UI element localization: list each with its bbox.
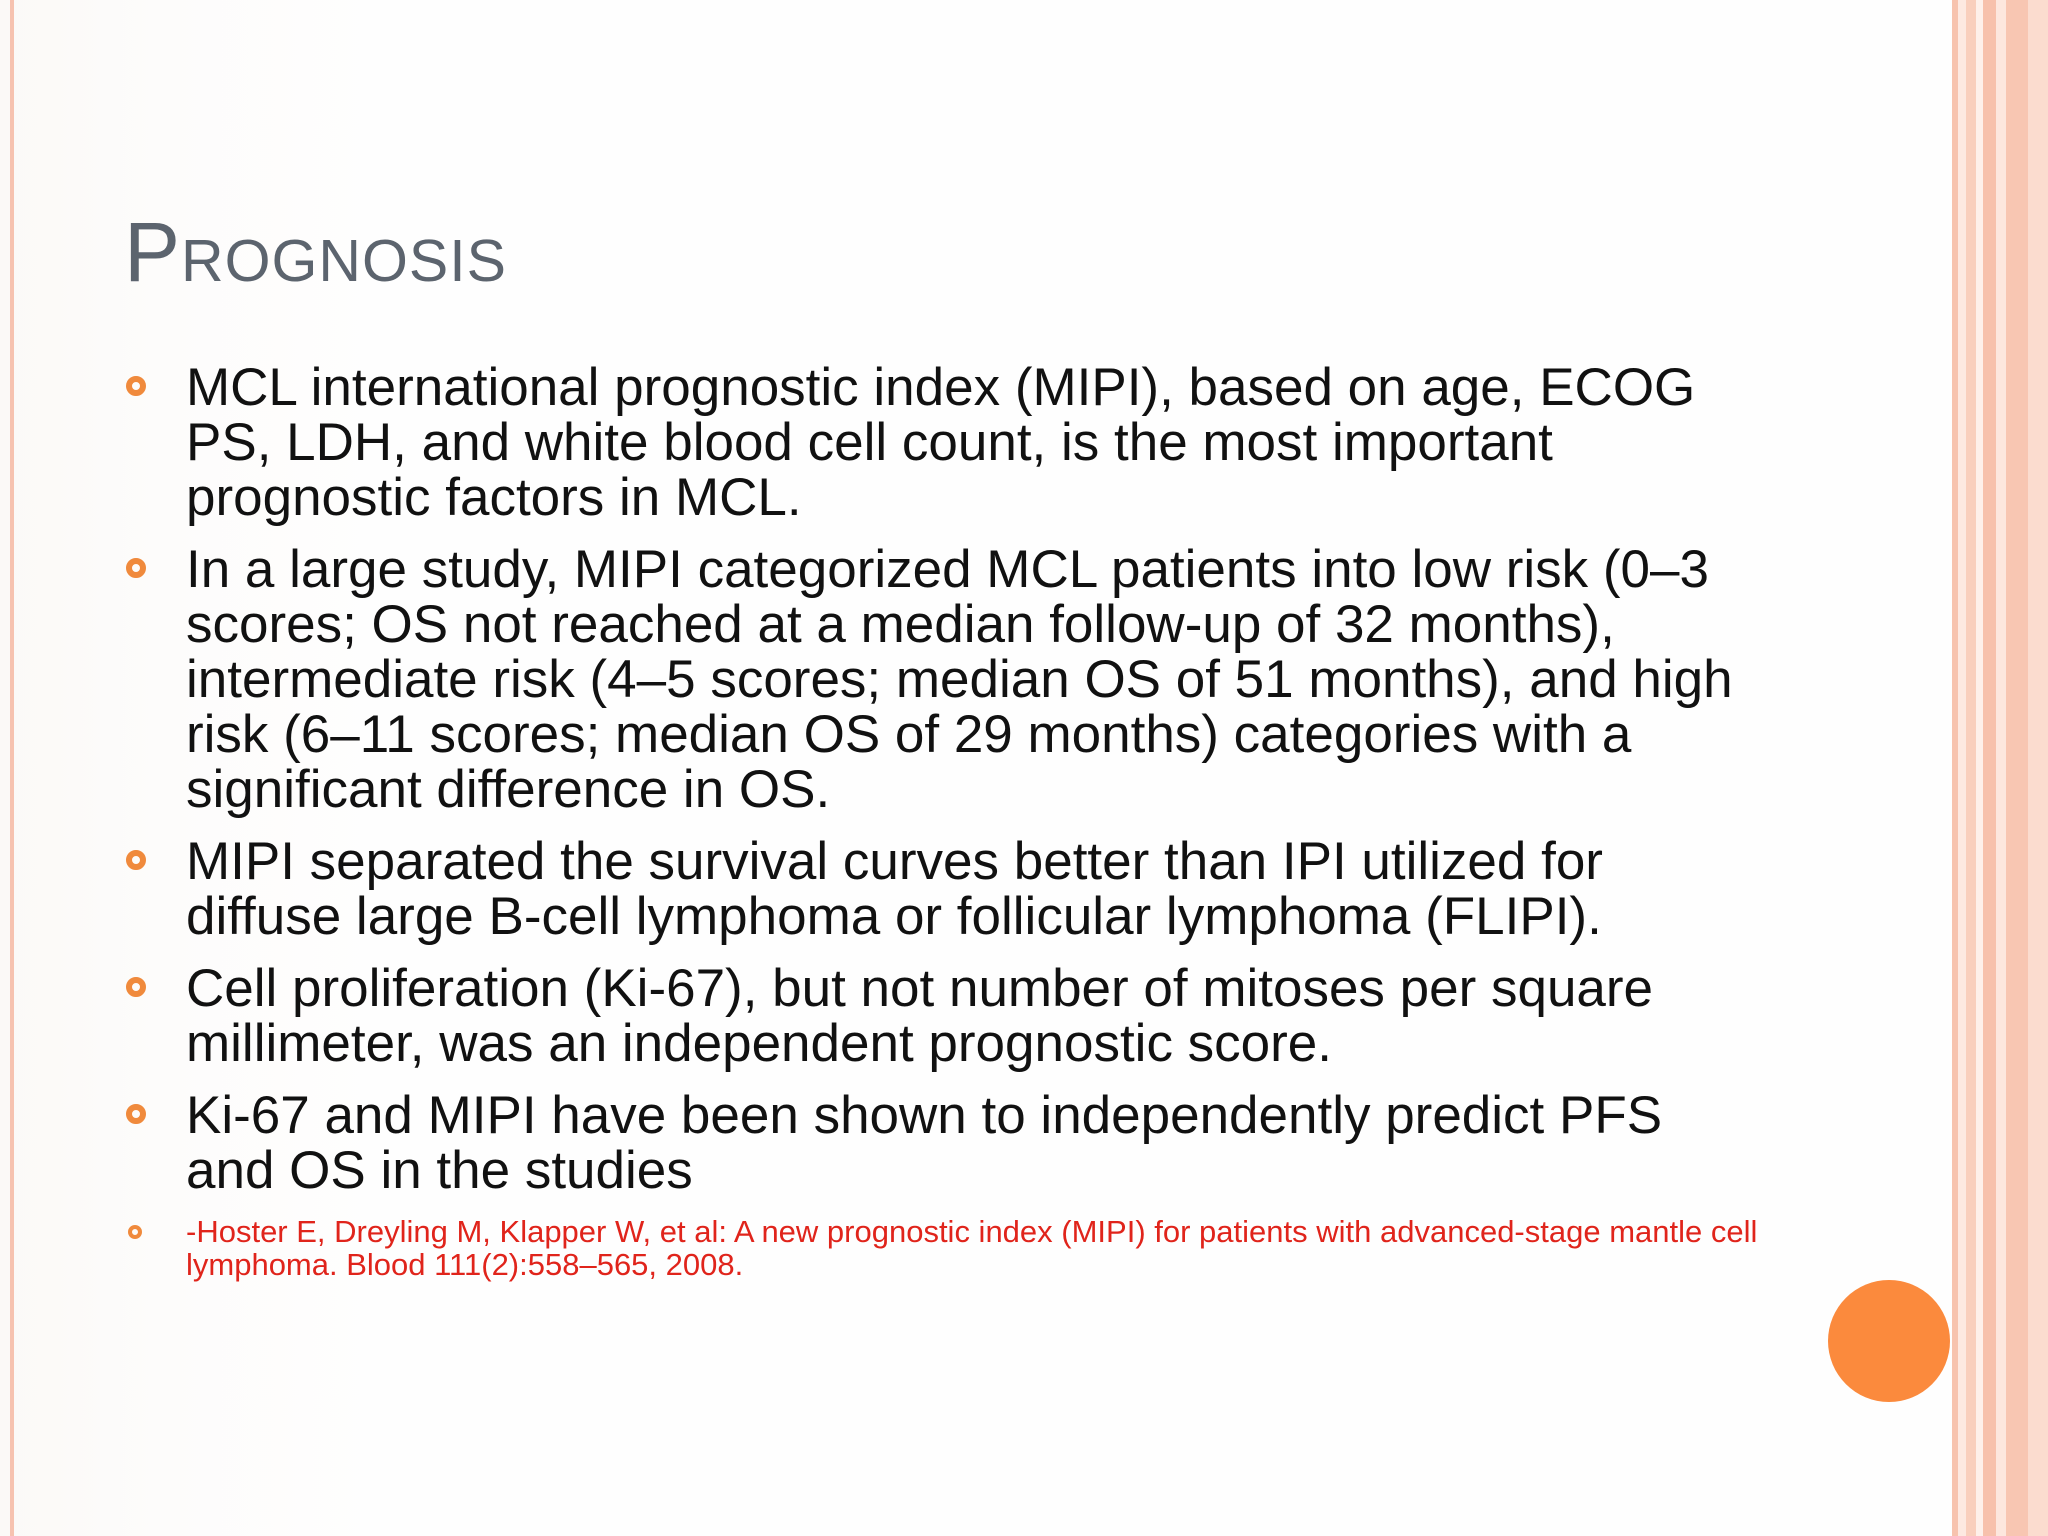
- ring-bullet-icon: [126, 977, 146, 997]
- right-decorative-band: [1983, 0, 1996, 1536]
- reference-text: -Hoster E, Dreyling M, Klapper W, et al: A new prognostic index (MIPI) for patients with advanced-stage mantle cell lymphoma. Blood 111(2):558–565, 2008.: [186, 1214, 1758, 1282]
- right-decorative-band: [2006, 0, 2028, 1536]
- ring-bullet-icon: [126, 376, 146, 396]
- right-decorative-band: [1996, 0, 2006, 1536]
- left-decorative-line: [10, 0, 14, 1536]
- right-decorative-band: [1966, 0, 1976, 1536]
- bullet-text: In a large study, MIPI categorized MCL patients into low risk (0–3 scores; OS not reached at a median follow-up of 32 months), intermediate risk (4–5 scores; median OS of 51 months), and high risk (6–11 scores; median OS of 29 months) categories with a significant difference in OS.: [186, 540, 1733, 819]
- bullet-item: [124, 961, 1764, 1071]
- bullet-item: [124, 834, 1764, 944]
- right-decorative-band: [2028, 0, 2048, 1536]
- ring-bullet-icon: [126, 1104, 146, 1124]
- ring-bullet-icon: [126, 850, 146, 870]
- slide-title: Prognosis: [124, 205, 508, 299]
- bullet-item: [124, 1088, 1764, 1198]
- right-decorative-band: [1976, 0, 1983, 1536]
- bullet-text: Cell proliferation (Ki-67), but not number of mitoses per square millimeter, was an independent prognostic score.: [186, 959, 1654, 1073]
- bullet-list: [124, 360, 1764, 1298]
- bullet-item: [124, 542, 1764, 817]
- decorative-circle: [1828, 1280, 1950, 1402]
- bullet-text: MIPI separated the survival curves better than IPI utilized for diffuse large B-cell lymphoma or follicular lymphoma (FLIPI).: [186, 832, 1603, 946]
- bullet-text: MCL international prognostic index (MIPI), based on age, ECOG PS, LDH, and white blood cell count, is the most important prognostic factors in MCL.: [186, 358, 1696, 527]
- ring-bullet-icon: [128, 1225, 142, 1239]
- bullet-text: Ki-67 and MIPI have been shown to independently predict PFS and OS in the studies: [186, 1086, 1663, 1200]
- ring-bullet-icon: [126, 558, 146, 578]
- right-decorative-band: [1958, 0, 1966, 1536]
- bullet-item: [124, 360, 1764, 525]
- reference-item: [124, 1215, 1764, 1281]
